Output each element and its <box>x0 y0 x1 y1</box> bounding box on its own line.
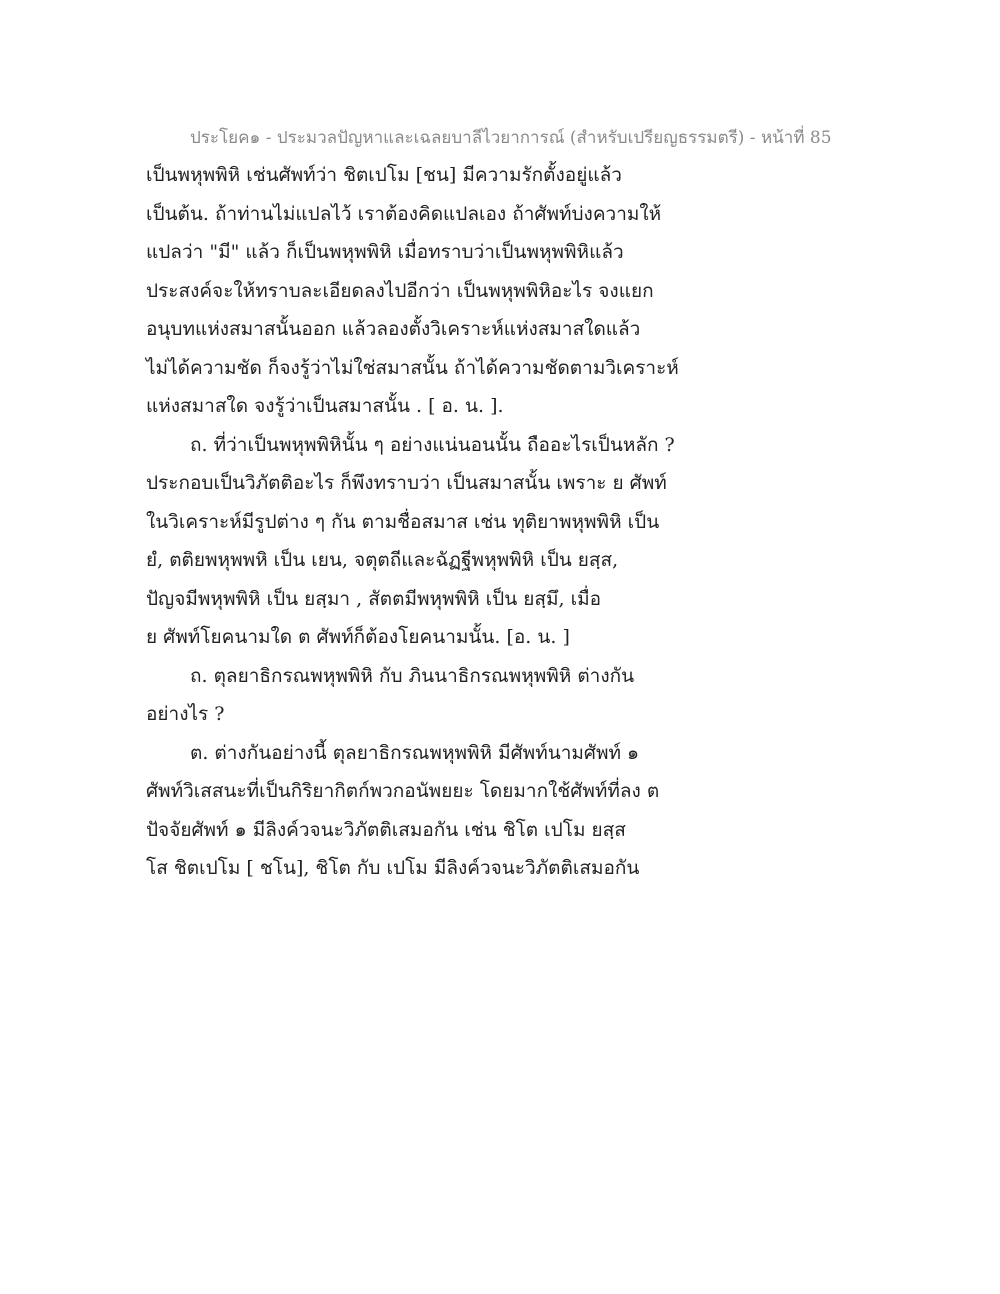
text-line: เป็นต้น. ถ้าท่านไม่แปลไว้ เราต้องคิดแปลเอง ถ้าศัพท์บ่งความให้ <box>146 202 662 225</box>
text-line: ศัพท์วิเสสนะที่เป็นกิริยากิตก์พวกอนัพยยะ โดยมากใช้ศัพท์ที่ลง ต <box>146 780 660 802</box>
text-line: แห่งสมาสใด จงรู้ว่าเป็นสมาสนั้น . [ อ. น. ]. <box>146 395 504 417</box>
text-line: ไม่ได้ความชัด ก็จงรู้ว่าไม่ใช่สมาสนั้น ถ้าได้ความชัดตามวิเคราะห์ <box>146 356 679 379</box>
question-line: ถ. ตุลยาธิกรณพหุพพิหิ กับ ภินนาธิกรณพหุพพิหิ ต่างกัน <box>190 664 635 687</box>
text-line: ปัจจัยศัพท์ ๑ มีลิงค์วจนะวิภัตติเสมอกัน เช่น ชิโต เปโม ยสฺส <box>146 818 626 841</box>
text-line: อนุบทแห่งสมาสนั้นออก แล้วลองตั้งวิเคราะห์แห่งสมาสใดแล้ว <box>146 318 641 340</box>
text-line: ประสงค์จะให้ทราบละเอียดลงไปอีกว่า เป็นพหุพพิหิอะไร จงแยก <box>146 279 654 302</box>
text-line: ปัญจมีพหุพพิหิ เป็น ยสฺมา , สัตตมีพหุพพิหิ เป็น ยสฺมึ, เมื่อ <box>146 587 601 610</box>
answer-line: ต. ต่างกันอย่างนี้ ตุลยาธิกรณพหุพพิหิ มีศัพท์นามศัพท์ ๑ <box>190 741 640 764</box>
text-line: ยํ, ตติยพหุพพหิ เป็น เยน, จตุตถีและฉัฏฐีพหุพพิหิ เป็น ยสฺส, <box>146 549 619 571</box>
text-line: เป็นพหุพพิหิ เช่นศัพท์ว่า ชิตเปโม [ชน] มีความรักตั้งอยู่แล้ว <box>146 164 622 186</box>
text-line: ในวิเคราะห์มีรูปต่าง ๆ กัน ตามชื่อสมาส เช่น ทุติยาพหุพพิหิ เป็น <box>146 510 660 533</box>
text-line: ย ศัพท์โยคนามใด ต ศัพท์ก็ต้องโยคนามนั้น. [อ. น. ] <box>146 626 570 648</box>
body-text <box>146 156 706 888</box>
text-line: ประกอบเป็นวิภัตติอะไร ก็พึงทราบว่า เป็นสมาสนั้น เพราะ ย ศัพท์ <box>146 472 667 494</box>
question-line: ถ. ที่ว่าเป็นพหุพพิหินั้น ๆ อย่างแน่นอนนั้น ถืออะไรเป็นหลัก ? <box>190 433 675 456</box>
text-line: โส ชิตเปโม [ ชโน], ชิโต กับ เปโม มีลิงค์วจนะวิภัตติเสมอกัน <box>146 857 640 879</box>
running-header: ประโยค๑ - ประมวลปัญหาและเฉลยบาลีไวยาการณ์ (สำหรับเปรียญธรรมตรี) - หน้าที่ 85 <box>190 128 832 148</box>
text-line: แปลว่า "มี" แล้ว ก็เป็นพหุพพิหิ เมื่อทราบว่าเป็นพหุพพิหิแล้ว <box>146 241 624 263</box>
text-line: อย่างไร ? <box>146 703 225 725</box>
